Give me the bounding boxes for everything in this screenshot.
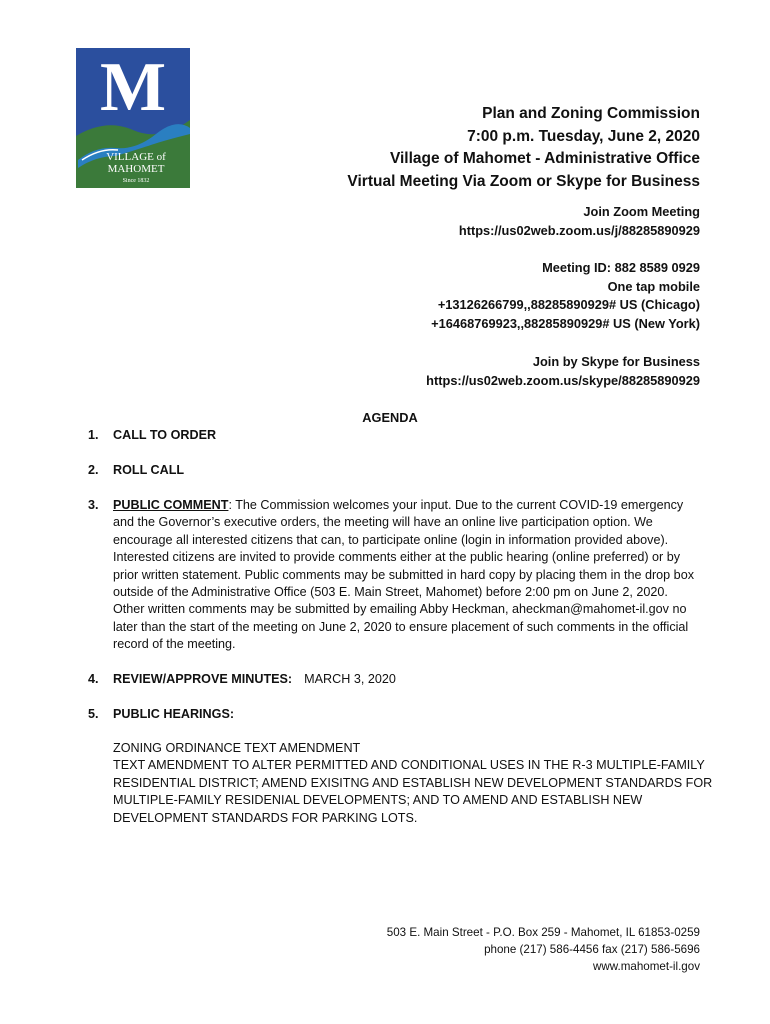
page-footer <box>280 925 700 975</box>
zoom-join-label: Join Zoom Meeting <box>583 204 700 219</box>
public-comment-text: : The Commission welcomes your input. Due to the current COVID-19 emergency and the Governor’s executive orders, the meeting will have an online live participation option. We encourage all interested citizens that can, to participate online (login in information provided above). Interested citizens are invited to provide comments either at the public hearing (online preferred) or by prior written statement. Public comments may be submitted in hard copy by placing them in the drop box outside of the Administrative Office (503 E. Main Street, Mahomet) before 2:00 pm on June 2, 2020. Other written comments may be submitted by emailing Abby Heckman, aheckman@mahomet-il.gov no later than the start of the meeting on June 2, 2020 to ensure placement of such comments in the official record of the meeting. <box>113 498 694 652</box>
agenda-item-minutes <box>88 671 702 688</box>
agenda-item-number: 2. <box>88 463 99 477</box>
agenda-item-label: PUBLIC COMMENT <box>113 498 229 512</box>
zoom-join-link[interactable]: https://us02web.zoom.us/j/88285890929 <box>458 222 700 238</box>
footer-phone: phone (217) 586-4456 fax (217) 586-5696 <box>484 942 700 956</box>
minutes-date: MARCH 3, 2020 <box>304 672 396 686</box>
svg-text:M: M <box>99 49 167 126</box>
meeting-datetime: 7:00 p.m. Tuesday, June 2, 2020 <box>467 127 700 145</box>
zoom-details-block <box>280 259 700 333</box>
virtual-meeting-note: Virtual Meeting Via Zoom or Skype for Business <box>347 172 700 190</box>
skype-join-label: Join by Skype for Business <box>532 354 700 369</box>
svg-text:VILLAGE of: VILLAGE of <box>106 151 166 163</box>
hearing-title: ZONING ORDINANCE TEXT AMENDMENT <box>113 741 361 755</box>
agenda-item-number: 5. <box>88 707 99 721</box>
agenda-item-number: 1. <box>88 428 99 442</box>
meeting-location: Village of Mahomet - Administrative Office <box>389 150 700 167</box>
zoom-join-block <box>280 203 700 240</box>
svg-text:MAHOMET: MAHOMET <box>107 163 165 175</box>
agenda-item-number: 4. <box>88 672 99 686</box>
village-logo <box>76 48 190 188</box>
agenda-item-call-to-order <box>88 427 702 444</box>
agenda-item-label: REVIEW/APPROVE MINUTES: <box>113 672 293 686</box>
village-logo-graphic <box>76 48 190 188</box>
agenda-item-public-hearings <box>88 706 702 723</box>
footer-address: 503 E. Main Street - P.O. Box 259 - Mahomet, IL 61853-0259 <box>386 926 700 939</box>
tap-number-chicago[interactable]: +13126266799,,88285890929# US (Chicago) <box>437 297 700 312</box>
tap-number-newyork[interactable]: +16468769923,,88285890929# US (New York) <box>431 315 700 331</box>
agenda-item-public-comment <box>88 497 702 654</box>
one-tap-label: One tap mobile <box>607 278 700 294</box>
svg-text:Since 1832: Since 1832 <box>122 178 150 184</box>
commission-title: Plan and Zoning Commission <box>482 105 700 122</box>
agenda-item-number: 3. <box>88 498 99 512</box>
public-hearing-details <box>113 740 713 827</box>
footer-website[interactable]: www.mahomet-il.gov <box>593 959 700 973</box>
agenda-item-label: ROLL CALL <box>113 463 185 477</box>
meeting-id: Meeting ID: 882 8589 0929 <box>542 260 700 275</box>
skype-join-link[interactable]: https://us02web.zoom.us/skype/88285890929 <box>426 372 700 388</box>
agenda-item-roll-call <box>88 462 702 479</box>
agenda-item-label: PUBLIC HEARINGS: <box>113 707 235 721</box>
hearing-description: TEXT AMENDMENT TO ALTER PERMITTED AND CONDITIONAL USES IN THE R-3 MULTIPLE-FAMILY RESIDENTIAL DISTRICT; AMEND EXISITNG AND ESTABLISH NEW DEVELOPMENT STANDARDS FOR MULTIPLE-FAMILY RESIDENIAL DEVELOPMENTS; AND TO AMEND AND ESTABLISH NEW DEVELOPMENT STANDARDS FOR PARKING LOTS. <box>113 758 713 825</box>
skype-join-block <box>280 353 700 390</box>
agenda-heading: AGENDA <box>362 410 418 425</box>
agenda-item-label: CALL TO ORDER <box>113 428 217 442</box>
meeting-header <box>280 103 700 193</box>
